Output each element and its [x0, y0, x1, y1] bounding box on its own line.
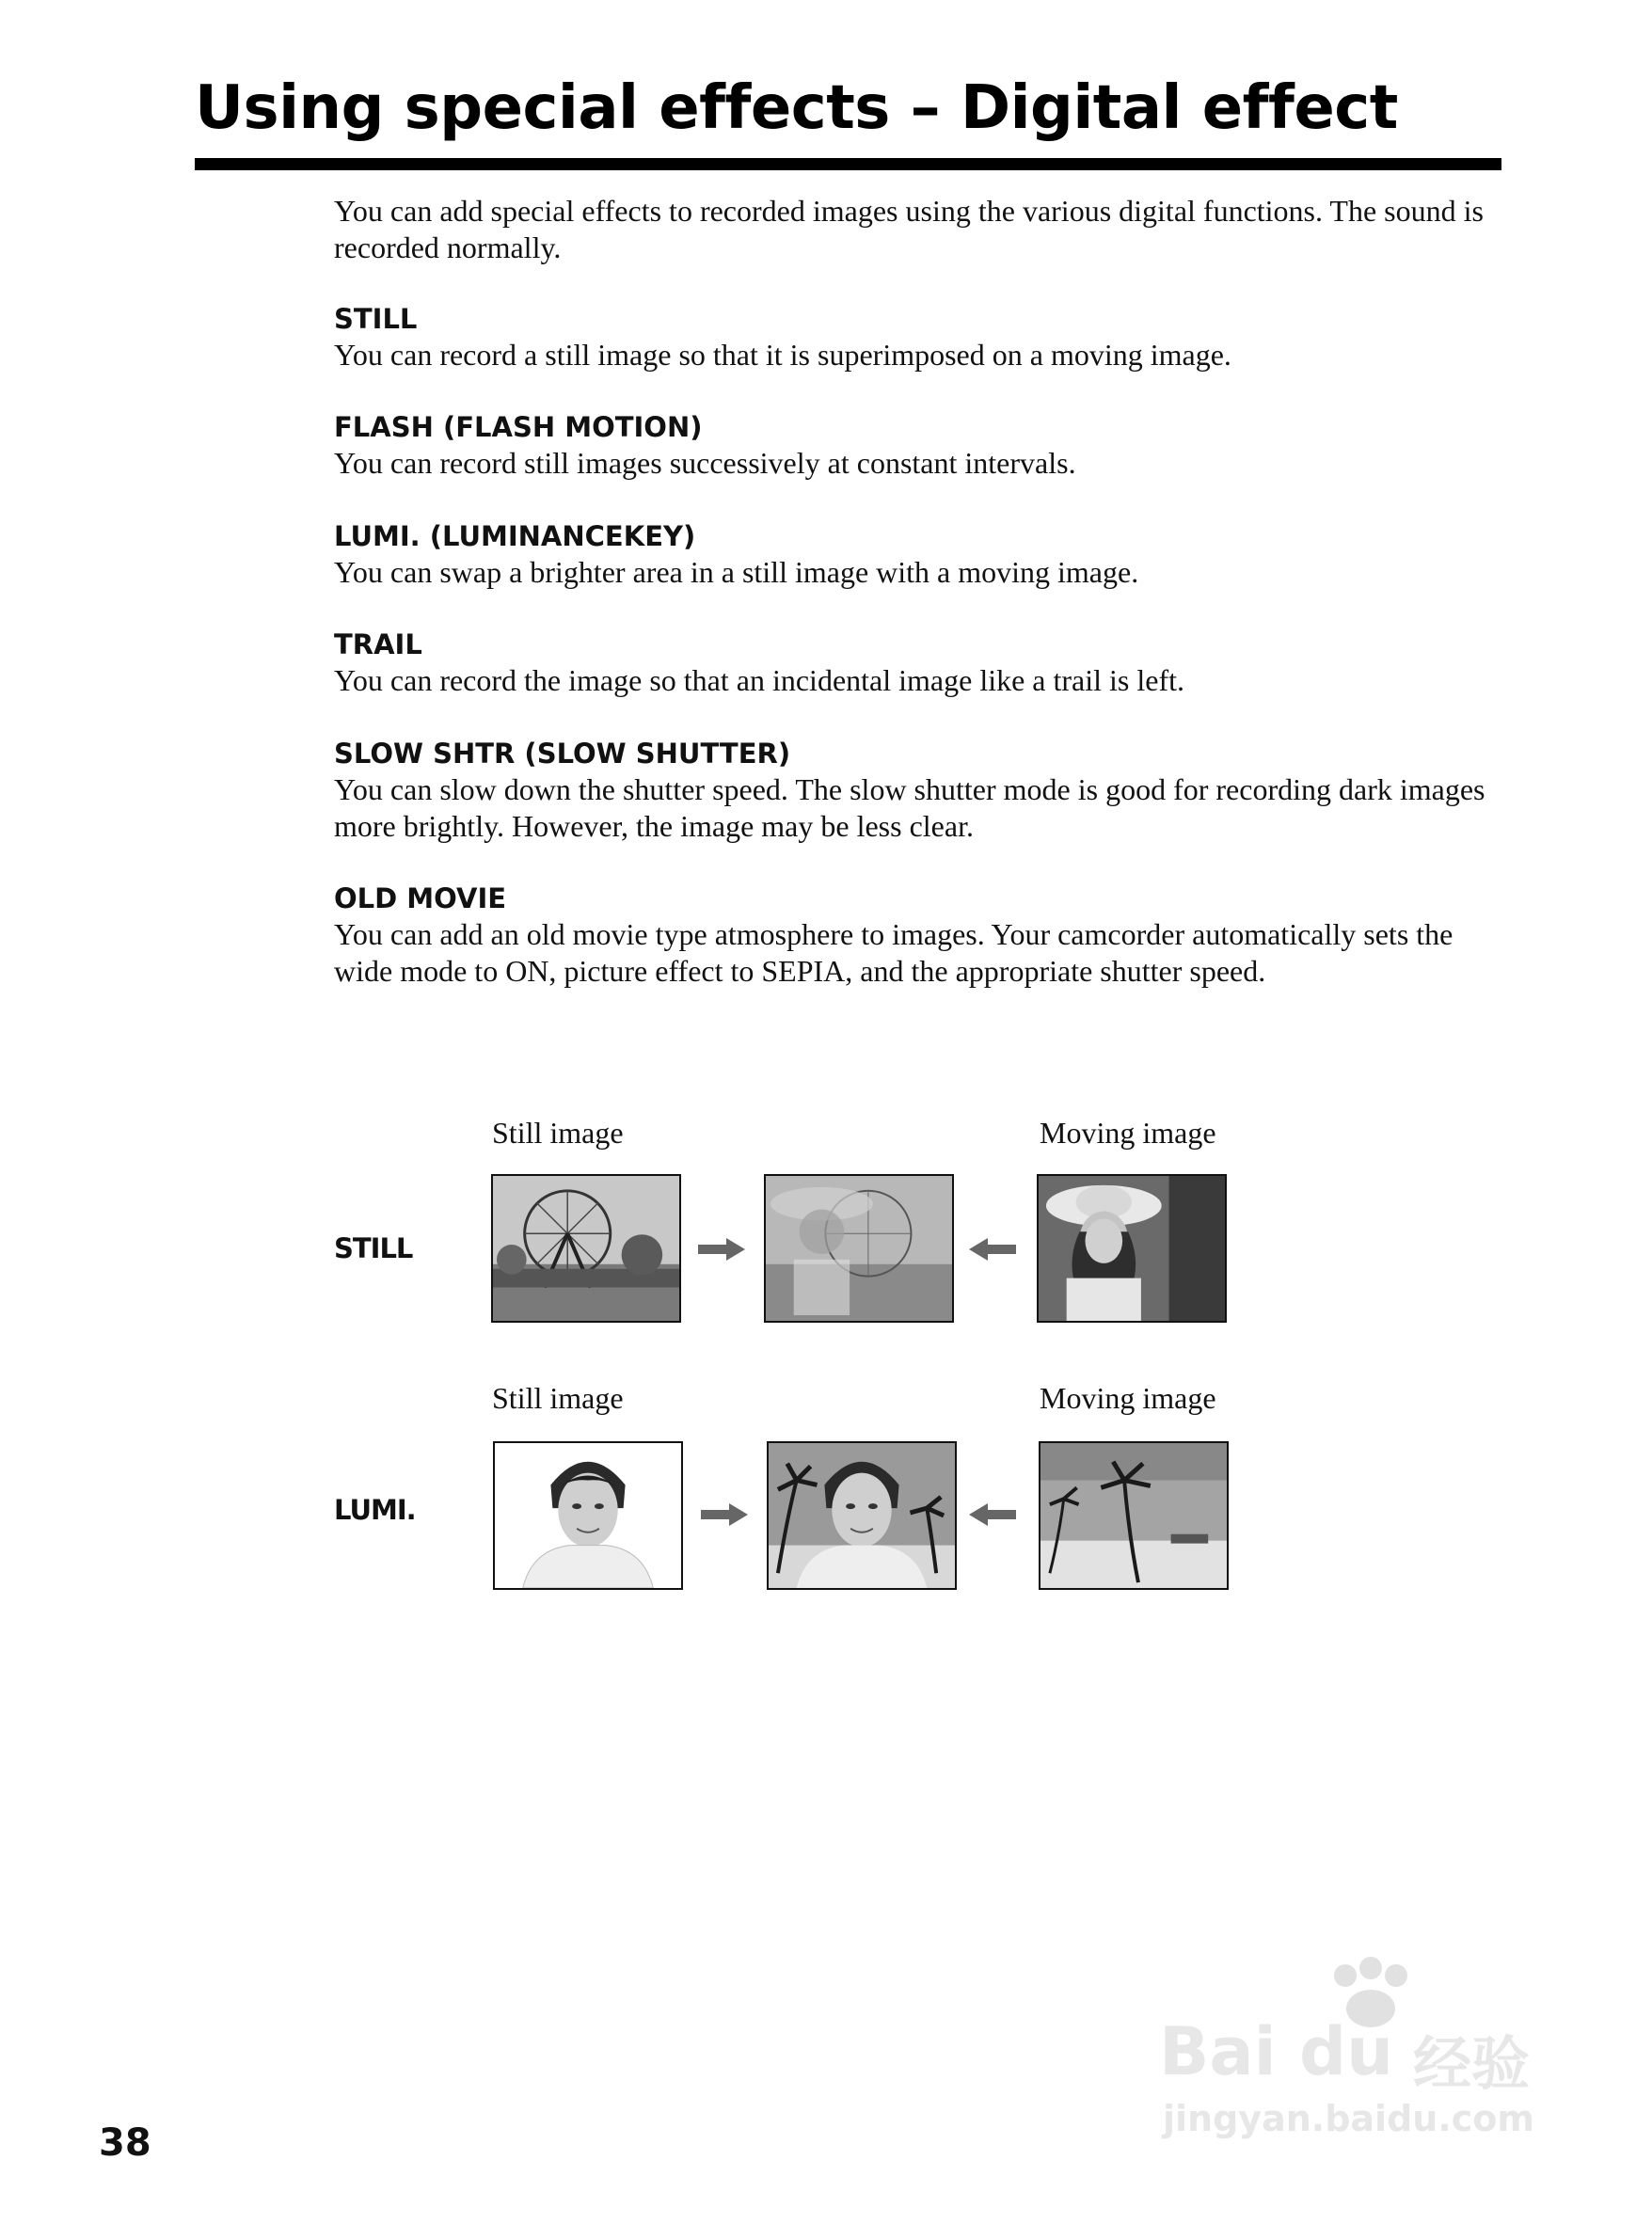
section-body-still: You can record a still image so that it is superimposed on a moving image.: [334, 338, 1231, 372]
section-body-trail: You can record the image so that an incidental image like a trail is left.: [334, 663, 1185, 697]
page-number: 38: [99, 2121, 151, 2165]
still-image-caption-lumi: Still image: [492, 1381, 624, 1415]
arrow-right-icon: [698, 1238, 745, 1261]
watermark-url: jingyan.baidu.com: [1163, 2098, 1534, 2139]
row-label-lumi: LUMI.: [334, 1494, 416, 1526]
moving-image-caption: Moving image: [1040, 1116, 1216, 1150]
superimposed-still-result-image: [764, 1174, 954, 1323]
section-body-lumi: You can swap a brighter area in a still image with a moving image.: [334, 555, 1139, 589]
arrow-left-icon: [969, 1503, 1016, 1526]
ferris-wheel-still-image: [491, 1174, 681, 1323]
moving-image-caption-lumi: Moving image: [1040, 1381, 1216, 1415]
section-body-flash: You can record still images successively at constant intervals.: [334, 446, 1076, 480]
girl-with-hat-moving-image: [1037, 1174, 1227, 1323]
title-rule: [195, 158, 1501, 170]
section-body-old-movie: You can add an old movie type atmosphere to images. Your camcorder automatically sets the wide mode to ON, picture effect to SEPIA, and the appropriate shutter speed.: [334, 917, 1453, 988]
arrow-right-icon: [701, 1503, 748, 1526]
luminance-key-result-image: [767, 1441, 957, 1590]
row-label-still: STILL: [334, 1232, 413, 1264]
palm-beach-moving-image: [1039, 1441, 1229, 1590]
intro-paragraph: You can add special effects to recorded images using the various digital functions. The sound is recorded normally.: [334, 194, 1484, 264]
arrow-left-icon: [969, 1238, 1016, 1261]
section-heading-lumi: LUMI. (LUMINANCEKEY): [334, 520, 696, 552]
page-title: Using special effects – Digital effect: [195, 73, 1398, 143]
still-image-caption: Still image: [492, 1116, 624, 1150]
watermark-brand: Bai du: [1159, 2013, 1393, 2090]
portrait-still-image: [493, 1441, 683, 1590]
section-heading-slow-shutter: SLOW SHTR (SLOW SHUTTER): [334, 738, 791, 770]
watermark-chinese: 经验: [1413, 2029, 1531, 2098]
section-heading-flash: FLASH (FLASH MOTION): [334, 411, 703, 443]
section-heading-old-movie: OLD MOVIE: [334, 882, 507, 914]
section-heading-still: STILL: [334, 303, 418, 335]
section-heading-trail: TRAIL: [334, 628, 422, 660]
section-body-slow-shutter: You can slow down the shutter speed. The slow shutter mode is good for recording dark images more brightly. However, the image may be less clear.: [334, 772, 1485, 843]
baidu-watermark: [1159, 1957, 1554, 2145]
